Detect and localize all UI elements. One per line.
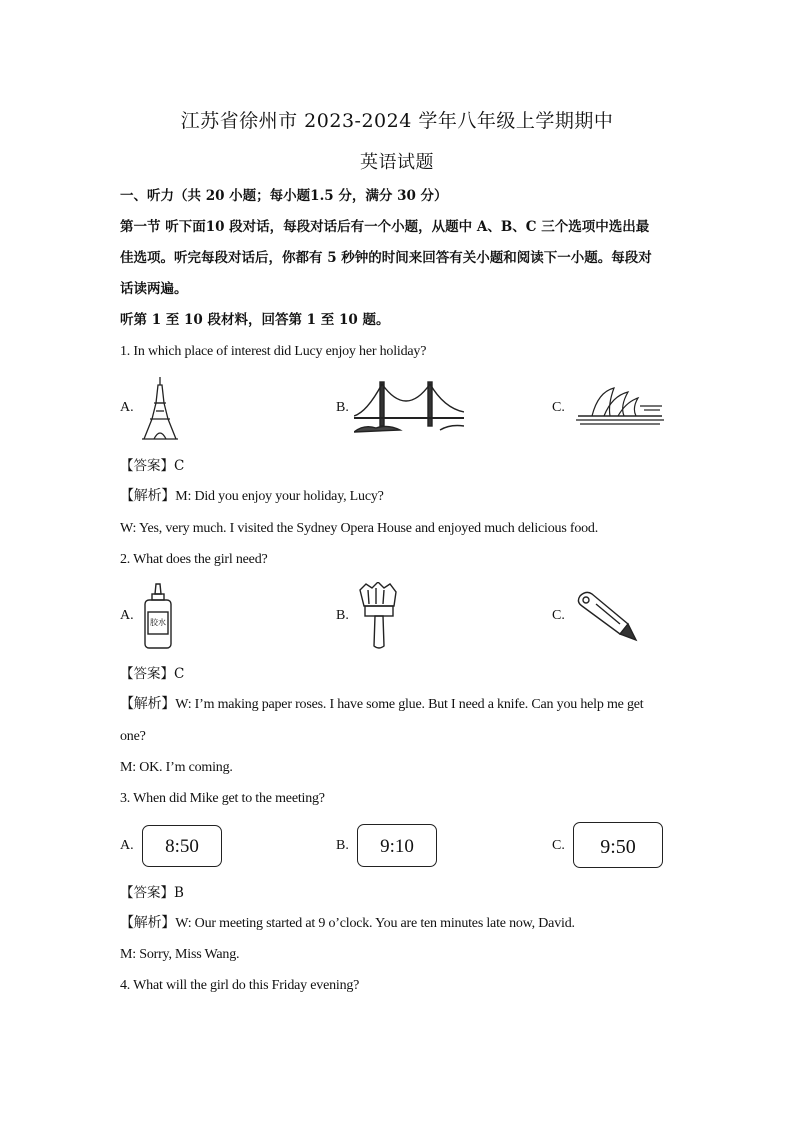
q1-option-a-label: A.	[120, 400, 134, 415]
glue-bottle-icon	[142, 582, 174, 650]
q1-answer: 【答案】C	[120, 458, 185, 474]
instruction-line-1: 第一节 听下面10 段对话，每段对话后有一个小题，从题中 A、B、C 三个选项中选出最	[120, 219, 650, 235]
instruction-line-2: 佳选项。听完每段对话后，你都有 5 秒钟的时间来回答有关小题和阅读下一小题。每段对	[120, 250, 652, 266]
time-box-a: 8:50	[142, 825, 222, 867]
q2-analysis-line-1: 【解析】W: I’m making paper roses. I have some glue. But I need a knife. Can you help me get	[120, 697, 644, 712]
golden-gate-bridge-icon	[354, 378, 464, 436]
q1-analysis-line-2: W: Yes, very much. I visited the Sydney Opera House and enjoyed much delicious food.	[120, 521, 599, 536]
sub-heading: 听第 1 至 10 段材料，回答第 1 至 10 题。	[120, 312, 390, 328]
q2-analysis-line-2: one?	[120, 729, 146, 744]
q1-option-c-label: C.	[552, 400, 565, 415]
time-box-b: 9:10	[357, 824, 437, 867]
utility-knife-icon	[574, 590, 638, 642]
q3-option-a-label: A.	[120, 838, 134, 853]
q1-option-b-label: B.	[336, 400, 349, 415]
q3-analysis-line-1: 【解析】W: Our meeting started at 9 o’clock. You are ten minutes late now, David.	[120, 916, 575, 931]
instruction-line-3: 话读两遍。	[120, 281, 188, 297]
q3-analysis-line-2: M: Sorry, Miss Wang.	[120, 947, 240, 962]
q2-analysis-line-3: M: OK. I’m coming.	[120, 760, 233, 775]
eiffel-tower-icon	[140, 375, 180, 441]
glue-label: 胶水	[150, 618, 166, 627]
q2-answer: 【答案】C	[120, 666, 185, 682]
q3-option-c-label: C.	[552, 838, 565, 853]
q3-answer: 【答案】B	[120, 885, 184, 901]
sydney-opera-house-icon	[574, 384, 666, 428]
q1-analysis-line-1: 【解析】M: Did you enjoy your holiday, Lucy?	[120, 489, 384, 504]
question-1: 1. In which place of interest did Lucy enjoy her holiday?	[120, 344, 427, 359]
question-2: 2. What does the girl need?	[120, 552, 268, 567]
page-subtitle: 英语试题	[360, 152, 434, 173]
paint-brush-icon	[356, 582, 400, 650]
question-4: 4. What will the girl do this Friday evening?	[120, 978, 360, 993]
page-title: 江苏省徐州市 2023-2024 学年八年级上学期期中	[180, 110, 614, 132]
q3-option-b-label: B.	[336, 838, 349, 853]
q2-option-a-label: A.	[120, 608, 134, 623]
question-3: 3. When did Mike get to the meeting?	[120, 791, 325, 806]
q2-option-c-label: C.	[552, 608, 565, 623]
q2-option-b-label: B.	[336, 608, 349, 623]
time-box-c: 9:50	[573, 822, 663, 868]
section-heading: 一、听力（共 20 小题；每小题1.5 分，满分 30 分）	[120, 188, 448, 204]
